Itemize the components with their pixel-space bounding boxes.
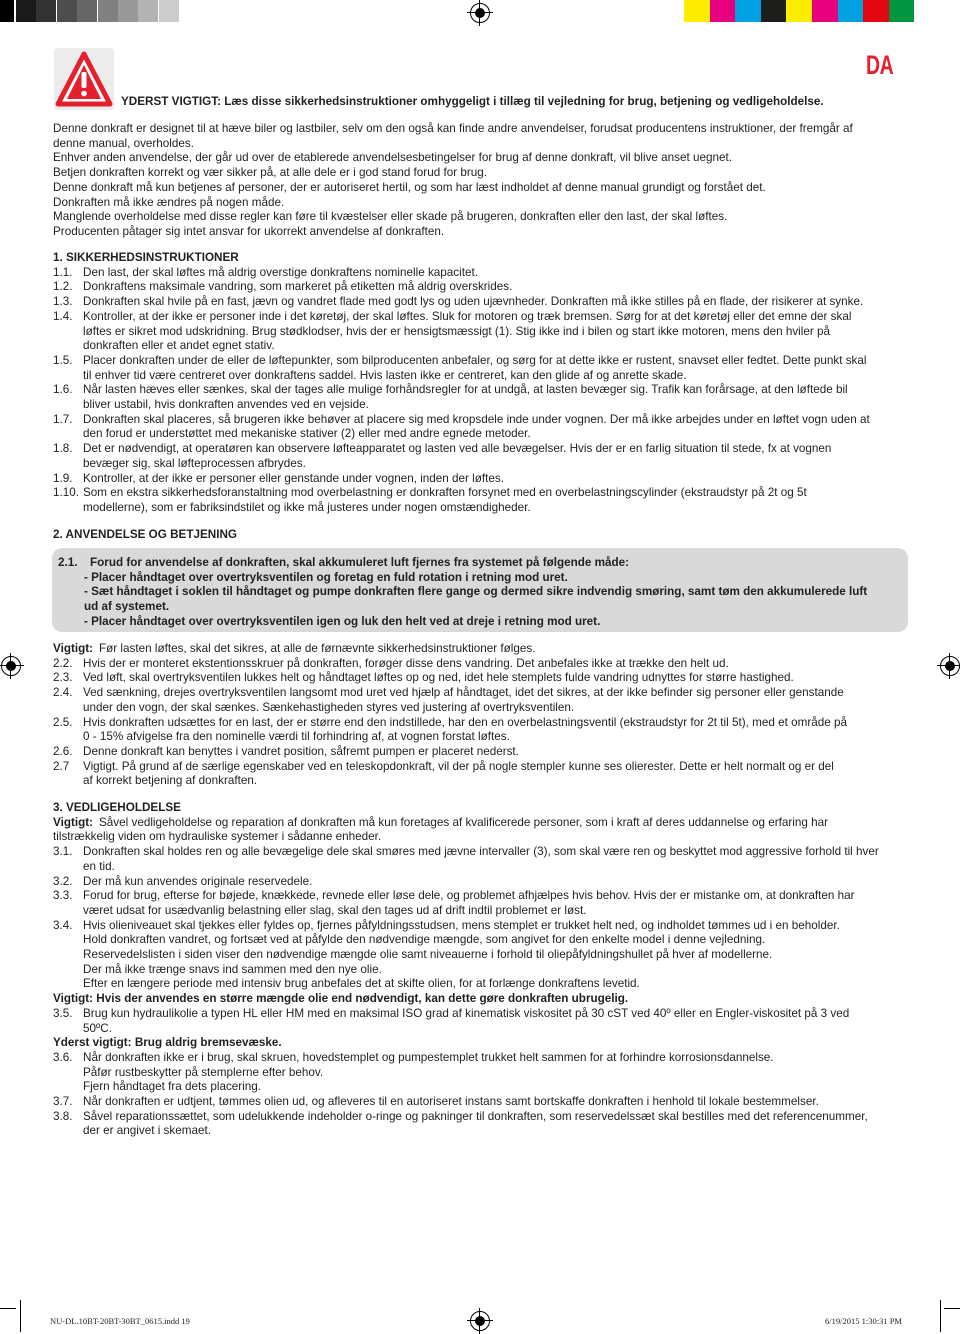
warning-triangle-icon	[54, 48, 114, 110]
box-line: - Placer håndtaget over overtryksventilen og foretag en fuld rotation i retning mod uret.	[84, 570, 568, 584]
vigtigt-label: Vigtigt:	[53, 642, 94, 655]
item-text: en tid.	[83, 859, 115, 873]
item-text: Der må ikke trænge snavs ind sammen med den nye olie.	[83, 962, 382, 976]
color-swatch	[710, 0, 736, 22]
item-text: Når donkraften ikke er i brug, skal skruen, hovedstemplet og pumpestemplet trukket helt sammen for at forhindre korrosionsdannelse.	[83, 1050, 774, 1064]
item-text: Donkraften skal placeres, så brugeren ikke behøver at placere sig med kropsdele inde under vognen. Der må ikke arbejdes under en løftet vogn uden at	[83, 412, 870, 426]
item-text: bliver ustabil, hvis donkraften anvendes ved en vejside.	[83, 398, 369, 411]
item-text: Brug kun hydraulikolie a typen HL eller HM med en maksimal ISO grad af kinematisk viskositet på 30 cST ved 40º eller en Engler-viskositet på 3 ved	[83, 1006, 850, 1020]
item-text: Fjern håndtaget fra dets placering.	[83, 1080, 262, 1094]
item-text: Når lasten hæves eller sænkes, skal der tages alle mulige forhåndsregler for at undgå, at lasten bevæger sig. Trafik kan forårsage, at den løftede bil	[83, 383, 848, 397]
color-swatch	[761, 0, 787, 22]
box-line: Forud for anvendelse af donkraften, skal akkumuleret luft fjernes fra systemet på følgende måde:	[90, 556, 630, 569]
crop-bar	[0, 0, 14, 22]
yderst-warning: Yderst vigtigt: Brug aldrig bremsevæske.	[53, 1036, 282, 1050]
gray-swatch	[57, 0, 77, 22]
item-text: Påfør rustbeskytter på stemplerne efter behov.	[83, 1065, 324, 1079]
item-text: til enhver tid være centreret over donkraftens saddel. Hvis lasten ikke er centreret, kan den glide af og anrette skade.	[83, 368, 687, 382]
item-text: af korrekt betjening af donkraften.	[83, 774, 258, 788]
crop-mark	[0, 1308, 16, 1309]
item-number: 2.5.	[53, 715, 73, 729]
item-text: den forud er understøttet med mekaniske stativer (2) eller med andre egnede metoder.	[83, 427, 531, 441]
intro-line: Producenten påtager sig intet ansvar for ukorrekt anvendelse af donkraften.	[53, 224, 445, 238]
gray-swatch	[16, 0, 36, 22]
item-number: 2.1.	[58, 556, 78, 569]
item-text: Hold donkraften vandret, og fortsæt ved at påfylde den nødvendige mængde, som angivet for den enkelte model i denne vejledning.	[83, 933, 766, 947]
crop-mark	[944, 1308, 960, 1309]
item-number: 1.5.	[53, 353, 73, 367]
intro-line: Donkraften må ikke ændres på nogen måde.	[53, 195, 285, 209]
item-text: Kontroller, at der ikke er personer inde i det køretøj, der skal løftes. Sluk for motoren og træk bremsen. Sørg for at det køretøj eller det emne der skal	[83, 309, 852, 323]
crop-mark	[940, 1300, 941, 1332]
gray-swatch	[118, 0, 138, 22]
item-number: 1.4.	[53, 309, 73, 323]
item-text: Det er nødvendigt, at operatøren kan observere løfteapparatet og lasten ved alle bevægelser. Hvis der er en farlig situation til stede, fx at vognen	[83, 442, 832, 456]
vigtigt-warning: Vigtigt: Hvis der anvendes en større mængde olie end nødvendigt, kan dette gøre donkraften ubrugelig.	[53, 992, 629, 1006]
registration-mark-icon	[1, 656, 21, 676]
item-text: Efter en længere periode med intensiv brug anbefales det at skifte olien, for at forlænge donkraftens levetid.	[83, 977, 640, 991]
section-heading: 3. VEDLIGEHOLDELSE	[53, 801, 181, 814]
item-number: 2.4.	[53, 686, 73, 700]
item-number: 2.6.	[53, 744, 73, 758]
gray-swatch	[159, 0, 179, 22]
footer-timestamp: 6/19/2015 1:30:31 PM	[825, 1316, 902, 1326]
crop-mark	[20, 1300, 21, 1332]
color-swatch	[812, 0, 838, 22]
section-heading: 2. ANVENDELSE OG BETJENING	[53, 528, 238, 541]
registration-mark-icon	[470, 3, 490, 23]
item-number: 2.7	[53, 759, 70, 773]
box-line: - Sæt håndtaget i soklen til håndtaget og pumpe donkraften flere gange og dermed sikre indvendig smøring, samt tøm den akkumulerede luft	[84, 585, 868, 599]
item-text: Når donkraften er udtjent, tømmes olien ud, og afleveres til en autoriseret instans samt bortskaffe donkraften i henhold til lokale bestemmelser.	[83, 1095, 819, 1108]
intro-line: denne manual, overholdes.	[53, 136, 194, 150]
item-number: 3.3.	[53, 889, 73, 903]
item-number: 3.1.	[53, 845, 73, 859]
item-text: Kontroller, at der ikke er personer eller genstande under vognen, inden der løftes.	[83, 471, 505, 485]
item-number: 3.5.	[53, 1006, 73, 1020]
color-swatch	[863, 0, 889, 22]
color-swatch	[684, 0, 710, 22]
box-line: ud af systemet.	[84, 600, 170, 614]
item-text: Forud for brug, efterse for bøjede, knækkede, revnede eller løse dele, og problemet afhjælpes hvis behov. Hvis der er mistanke om, at donkraften har	[83, 889, 855, 903]
item-number: 1.6.	[53, 383, 73, 397]
intro-line: Enhver anden anvendelse, der går ud over de etablerede anvendelsesbetingelser for brug af denne donkraft, vil blive anset uegnet.	[53, 151, 732, 165]
item-number: 2.2.	[53, 656, 73, 670]
color-swatch	[786, 0, 812, 22]
item-text: der er angivet i skemaet.	[83, 1124, 211, 1138]
intro-line: Manglende overholdelse med disse regler kan føre til kvæstelser eller skade på brugeren, donkraften eller den last, der skal løftes.	[53, 210, 728, 224]
vigtigt-label: Vigtigt:	[53, 815, 94, 829]
item-text: Ved sænkning, drejes overtryksventilen langsomt mod uret ved hjælp af håndtaget, idet det sikres, at der ikke befinder sig personer eller genstande	[83, 686, 844, 700]
intro-line: Denne donkraft er designet til at hæve biler og lastbiler, selv om den også kan finde andre anvendelser, forudsat producentens instruktioner, der fremgår af	[53, 122, 853, 135]
item-text: Placer donkraften under de eller de løftepunkter, som bilproducenten anbefaler, og sørg for at dette ikke er rustent, snavset eller fedtet. Dette punkt skal	[83, 353, 867, 367]
item-text: bevæger sig, skal løfteprocessen afbrydes.	[83, 456, 306, 470]
item-text: Den last, der skal løftes må aldrig overstige donkraftens nominelle kapacitet.	[83, 265, 478, 279]
item-text: været udsat for usædvanlig belastning eller slag, skal den tages ud af drift indtil problemet er løst.	[83, 903, 587, 917]
item-number: 3.7.	[53, 1095, 73, 1108]
item-number: 1.8.	[53, 442, 73, 456]
item-number: 3.6.	[53, 1050, 73, 1064]
item-text: under den vogn, der skal sænkes. Sænkehastigheden styres ved justering af overtryksventilen.	[83, 700, 575, 714]
item-text: Vigtigt. På grund af de særlige egenskaber ved en teleskopdonkraft, vil der på nogle stempler kunne ses olierester. Dette er helt normalt og er del	[83, 759, 834, 773]
item-text: Donkraften skal hvile på en fast, jævn og vandret flade med godt lys og uden ujævnheder. Donkraften må ikke stilles på en flade, der risikerer at synke.	[83, 295, 864, 309]
section-heading: 1. SIKKERHEDSINSTRUKTIONER	[53, 251, 239, 264]
warning-heading: YDERST VIGTIGT: Læs disse sikkerhedsinstruktioner omhyggeligt i tillæg til vejledning for brug, betjening og vedligeholdelse.	[121, 95, 824, 108]
intro-line: Betjen donkraften korrekt og vær sikker på, at alle dele er i god stand forud for brug.	[53, 166, 487, 180]
item-text: Reservedelslisten i siden viser den nødvendige mængde olie samt niveauerne i forhold til oliepåfyldningshullet på hver af modellerne.	[83, 948, 773, 961]
color-swatch	[889, 0, 915, 22]
item-text: modellerne), som er fabriksindstilet og ikke må justeres under nogen omstændigheder.	[83, 500, 531, 514]
item-text: Hvis donkraften udsættes for en last, der er større end den indstillede, har den en overbelastningsventil (ekstraudstyr for 2t til 5t), med et område på	[83, 715, 847, 729]
item-number: 3.8.	[53, 1109, 73, 1123]
gray-swatch	[98, 0, 118, 22]
item-text: Ved løft, skal overtryksventilen lukkes helt og håndtaget løftes op og ned, idet hele stemplets fulde vandring udnyttes for større hastighed.	[83, 671, 794, 685]
gray-swatch	[138, 0, 158, 22]
item-text: Donkraftens maksimale vandring, som markeret på etiketten må aldrig overskrides.	[83, 280, 513, 294]
item-text: Donkraften skal holdes ren og alle bevægelige dele skal smøres med jævne intervaller (3), som skal være ren og beskyttet mod aggressive forhold til hver	[83, 845, 879, 859]
item-text: Hvis der er monteret ekstentionsskruer på donkraften, forøger disse dens vandring. Det anbefales ikke at trække den helt ud.	[83, 656, 729, 670]
gray-swatch	[36, 0, 56, 22]
item-text: Der må kun anvendes originale reservedele.	[83, 874, 313, 888]
vigtigt-text: tilstrækkelig viden om hydrauliske systemer i sådanne enheder.	[53, 830, 382, 844]
vigtigt-text: Før lasten løftes, skal det sikres, at alle de førnævnte sikkerhedsinstruktioner følges.	[99, 642, 536, 655]
color-swatch	[838, 0, 864, 22]
item-number: 1.1.	[53, 265, 73, 279]
language-code: DA	[866, 50, 894, 80]
registration-mark-icon	[940, 656, 960, 676]
registration-mark-icon	[470, 1311, 490, 1331]
item-text: Såvel reparationssættet, som udelukkende indeholder o-ringe og pakninger til donkraften, som reservedelssæt skal bestilles med det referencenummer,	[83, 1109, 868, 1123]
item-number: 2.3.	[53, 671, 73, 685]
item-number: 1.10.	[53, 486, 79, 500]
gray-swatch	[77, 0, 97, 22]
item-text: 0 - 15% afvigelse fra den nominelle værdi til forhindring af, at vognen forstat løftes.	[83, 730, 510, 744]
box-line: - Placer håndtaget over overtryksventilen igen og luk den helt ved at dreje i retning mod uret.	[84, 614, 601, 628]
item-text: løftes er sikret mod udskridning. Brug stødklodser, hvis der er hensigtsmæssigt (1). Stig ikke ind i bilen og start ikke motoren, mens den hviler på	[83, 324, 831, 338]
footer-file: NU-DL.10BT-20BT-30BT_0615.indd 19	[50, 1316, 190, 1326]
item-text: Hvis olieniveauet skal tjekkes eller fyldes op, fjernes påfyldningsstudsen, mens stemplet er trukket helt ned, og indholdet tømmes ud i en beholder.	[83, 918, 840, 932]
item-number: 3.4.	[53, 918, 73, 932]
item-number: 1.7.	[53, 412, 73, 426]
warning-icon-box	[54, 48, 114, 110]
vigtigt-text: Såvel vedligeholdelse og reparation af donkraften må kun foretages af kvalificerede personer, som i kraft af deres uddannelse og erfaring har	[99, 815, 828, 829]
intro-line: Denne donkraft må kun betjenes af personer, der er autoriseret hertil, og som har læst indholdet af denne manual grundigt og forstået det.	[53, 180, 766, 194]
item-number: 1.9.	[53, 471, 73, 485]
item-text: Som en ekstra sikkerhedsforanstaltning mod overbelastning er donkraften forsynet med en overbelastningscylinder (ekstraudstyr på 2t og 5t	[83, 486, 807, 500]
item-text: 50ºC.	[83, 1021, 112, 1035]
item-number: 1.3.	[53, 295, 73, 309]
item-number: 1.2.	[53, 280, 73, 294]
color-swatch	[735, 0, 761, 22]
item-text: Denne donkraft kan benyttes i vandret position, såfremt pumpen er placeret nederst.	[83, 744, 519, 758]
item-text: donkraften eller et andet egnet stativ.	[83, 339, 275, 353]
item-number: 3.2.	[53, 874, 73, 888]
